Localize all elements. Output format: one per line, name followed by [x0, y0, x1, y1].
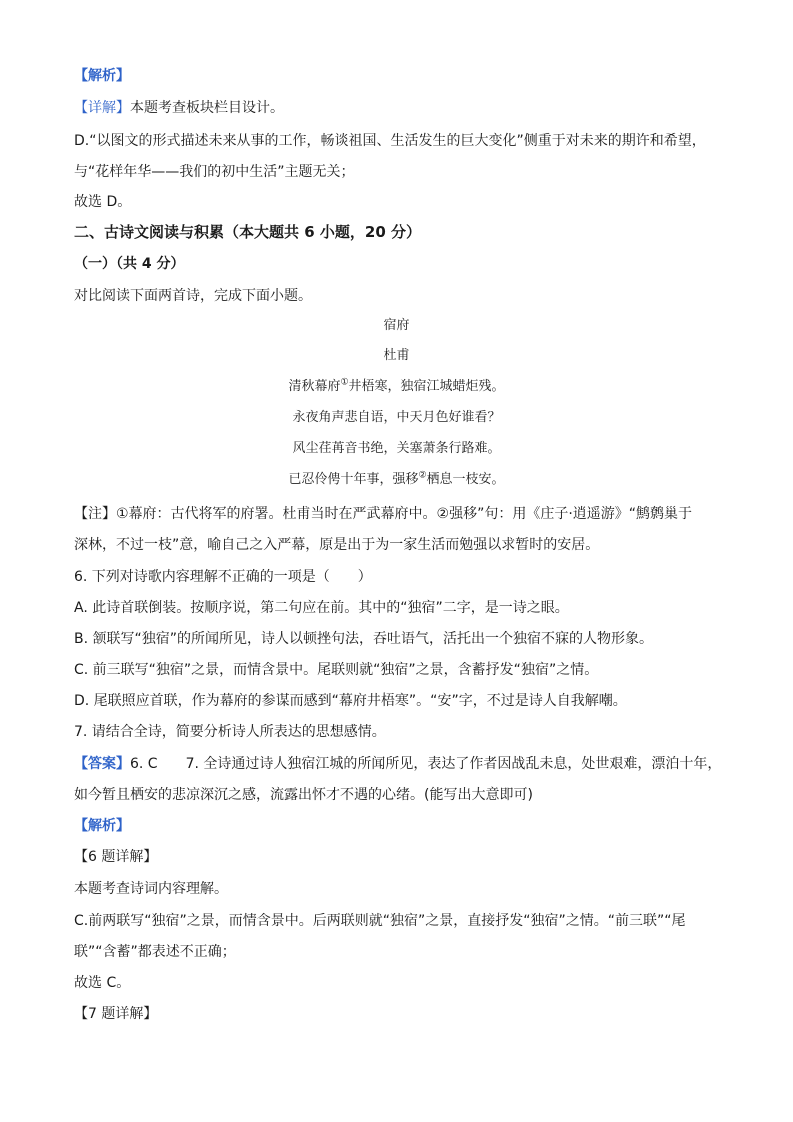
answer-line-2: 如今暂且栖安的悲凉深沉之感，流露出怀才不遇的心绪。(能写出大意即可): [74, 787, 533, 803]
poem-line-4-b: 栖息一枝安。: [426, 472, 505, 487]
poem-line-4-a: 已忍伶俜十年事，强移: [288, 472, 419, 487]
detail-6-line-1: 本题考查诗词内容理解。: [74, 881, 228, 897]
analysis-label-2: 【解析】: [74, 818, 130, 834]
notes-line-2: 深林，不过一枝”意，喻自己之入严幕，原是出于为一家生活而勉强以求暂时的安居。: [74, 537, 600, 553]
q6-option-c: C. 前三联写“独宿”之景，而情含景中。尾联则就“独宿”之景，含蓄抒发“独宿”之情。: [74, 662, 599, 678]
answer-text-1: 6. C 7. 全诗通过诗人独宿江城的所闻所见，表达了作者因战乱未息，处世艰难，漂泊十年，: [130, 756, 722, 772]
detail-6-line-3: 联”“含蓄”都表述不正确；: [74, 944, 236, 960]
poem-line-1-b: 井梧寒，独宿江城蜡炬残。: [348, 379, 505, 394]
instruction-text: 对比阅读下面两首诗，完成下面小题。: [74, 288, 312, 304]
detail-line-1: [74, 98, 284, 118]
detail-label-1: 【详解】: [74, 100, 130, 116]
poem-line-2: 永夜角声悲自语，中天月色好谁看？: [292, 410, 501, 425]
poem-note-marker-1: ①: [340, 377, 349, 388]
answer-label: 【答案】: [74, 756, 130, 772]
detail-6-label: 【6 题详解】: [74, 849, 158, 865]
detail-text-1: 本题考查板块栏目设计。: [130, 100, 284, 116]
sub-one-title: （一）（共 4 分）: [74, 256, 185, 272]
part-two-title: 二、古诗文阅读与积累（本大题共 6 小题，20 分）: [74, 223, 421, 241]
q7-stem: 7. 请结合全诗，简要分析诗人所表达的思想感情。: [74, 724, 386, 740]
detail-6-line-4: 故选 C。: [74, 975, 131, 991]
poem-line-1: [0, 378, 793, 396]
poem-title: 宿府: [383, 318, 410, 333]
poem-line-3: 风尘荏苒音书绝，关塞萧条行路难。: [292, 441, 501, 456]
answer-line-1: [74, 754, 721, 774]
q6-option-a: A. 此诗首联倒装。按顺序说，第二句应在前。其中的“独宿”二字，是一诗之眼。: [74, 600, 569, 616]
q6-option-d: D. 尾联照应首联，作为幕府的参谋而感到“幕府井梧寒”。“安”字，不过是诗人自我解嘲。: [74, 693, 627, 709]
choose-d-text: 故选 D。: [74, 194, 132, 210]
detail-6-line-2: C.前两联写“独宿”之景，而情含景中。后两联则就“独宿”之景，直接抒发“独宿”之情。“前三联”“尾: [74, 913, 686, 929]
poem-author: 杜甫: [383, 348, 410, 363]
analysis-label-1: 【解析】: [74, 68, 130, 84]
q6-stem: 6. 下列对诗歌内容理解不正确的一项是（ ）: [74, 569, 372, 585]
q6-option-b: B. 颔联写“独宿”的所闻所见，诗人以顿挫句法，吞吐语气，活托出一个独宿不寐的人物形象。: [74, 631, 654, 647]
poem-line-4: [0, 471, 793, 489]
d-explain-line-1: D.“以图文的形式描述未来从事的工作，畅谈祖国、生活发生的巨大变化”侧重于对未来的期许和希望，: [74, 133, 706, 149]
poem-line-1-a: 清秋幕府: [288, 379, 341, 394]
detail-7-label: 【7 题详解】: [74, 1006, 158, 1022]
poem-note-marker-2: ②: [418, 470, 427, 481]
notes-line-1: 【注】①幕府：古代将军的府署。杜甫当时在严武幕府中。②强移”句：用《庄子·逍遥游》“鹪鹩巢于: [74, 506, 693, 522]
d-explain-line-2: 与“花样年华——我们的初中生活”主题无关；: [74, 164, 355, 180]
